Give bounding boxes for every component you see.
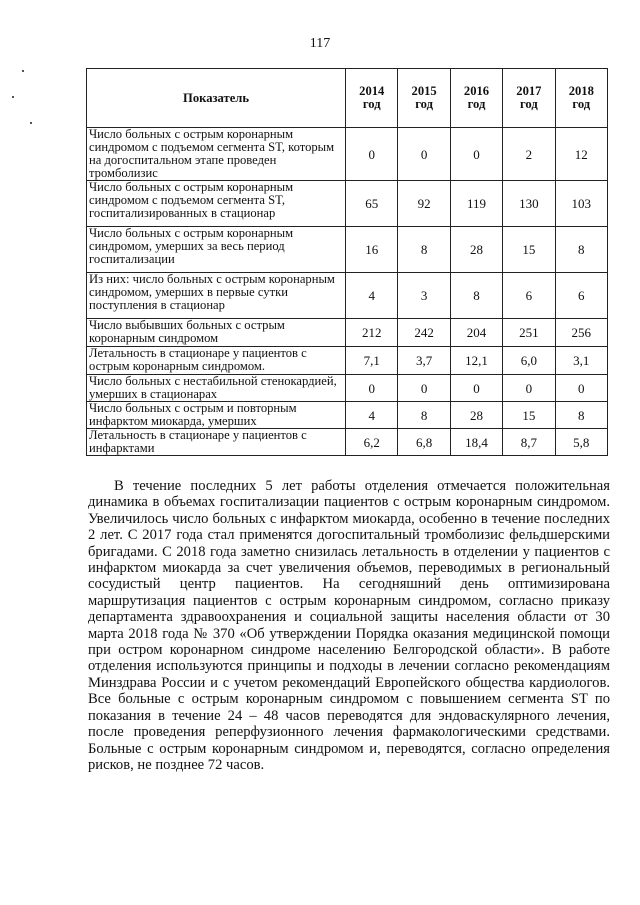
header-year-unit: год [520,97,538,111]
table-row [87,429,608,456]
table-body [87,128,608,456]
cell-value: 12,1 [450,347,502,375]
row-label: Число больных с острым и повторным инфарктом миокарда, умерших [87,402,346,429]
cell-value: 0 [503,375,555,402]
header-year-2018 [555,69,607,128]
cell-value: 5,8 [555,429,607,456]
row-label: Число выбывших больных с острым коронарным синдромом [87,319,346,347]
cell-value: 3,1 [555,347,607,375]
header-year-unit: год [362,97,381,111]
cell-value: 12 [555,128,607,181]
table-row [87,402,608,429]
header-year-value: 2016 [463,84,490,98]
header-row [87,69,608,128]
scan-speck [12,96,14,98]
cell-value: 8 [555,402,607,429]
cell-value: 0 [555,375,607,402]
header-year-2017 [503,69,555,128]
row-label: Летальность в стационаре у пациентов с инфарктами [87,429,346,456]
cell-value: 103 [555,181,607,227]
cell-value: 18,4 [450,429,502,456]
page-number: 117 [309,36,331,51]
header-year-unit: год [467,97,486,111]
cell-value: 0 [450,128,502,181]
cell-value: 0 [450,375,502,402]
table-row [87,347,608,375]
cell-value: 212 [346,319,398,347]
cell-value: 242 [398,319,450,347]
cell-value: 130 [503,181,555,227]
cell-value: 8 [450,273,502,319]
row-label: Число больных с острым коронарным синдромом с подъемом сегмента ST, которым на догоспитальном этапе проведен тромболизис [87,128,346,181]
row-label: Число больных с нестабильной стенокардией, умерших в стационарах [87,375,346,402]
table-row [87,128,608,181]
cell-value: 6,8 [398,429,450,456]
cell-value: 6,2 [346,429,398,456]
cell-value: 28 [450,227,502,273]
cell-value: 256 [555,319,607,347]
cell-value: 3 [398,273,450,319]
header-year-unit: год [415,97,433,111]
header-year-2016 [450,69,502,128]
cell-value: 251 [503,319,555,347]
table-row [87,273,608,319]
header-year-unit: год [572,97,591,111]
cell-value: 15 [503,227,555,273]
cell-value: 8,7 [503,429,555,456]
cell-value: 8 [555,227,607,273]
table-row [87,375,608,402]
cell-value: 65 [346,181,398,227]
body-paragraph: В течение последних 5 лет работы отделения отмечается положительная динамика в объемах госпитализации пациентов с острым коронарным синдромом. Увеличилось число больных с инфарктом миокарда, особенно в течение последних 2 лет. С 2017 года стал применятся догоспитальный тромболизис фельдшерскими бригадами. С 2018 года заметно снизилась летальность в отделении у пациентов с инфарктом миокарда за счет увеличения объемов, переводимых в региональный сосудистый центр пациентов. На сегодняшний день оптимизирована маршрутизация пациентов с острым коронарным синдромом, согласно приказу департамента здравоохранения и социальной защиты населения области от 30 марта 2018 года № 370 «Об утверждении Порядка оказания медицинской помощи при остром коронарном синдроме населению Белгородской области». В работе отделения используются принципы и подходы в лечении согласно рекомендациям Минздрава России и с учетом рекомендаций Европейского общества кардиологов. Все больные с острым коронарным синдромом с повышением сегмента ST по показания в течение 24 – 48 часов переводятся для эндоваскулярного лечения, после проведения реперфузионного лечения фармакологическими средствами. Больные с острым коронарным синдромом и, переводятся, согласно определения рисков, не позднее 72 часов. [88,478,610,773]
cell-value: 92 [398,181,450,227]
cell-value: 6,0 [503,347,555,375]
cell-value: 6 [503,273,555,319]
row-label: Число больных с острым коронарным синдромом с подъемом сегмента ST, госпитализированных в стационар [87,181,346,227]
row-label: Летальность в стационаре у пациентов с острым коронарным синдромом. [87,347,346,375]
cell-value: 28 [450,402,502,429]
cell-value: 3,7 [398,347,450,375]
header-year-2014 [346,69,398,128]
cell-value: 0 [346,375,398,402]
cell-value: 7,1 [346,347,398,375]
cell-value: 8 [398,227,450,273]
cell-value: 2 [503,128,555,181]
scan-speck [30,122,32,124]
header-year-2015 [398,69,450,128]
header-year-value: 2017 [516,84,542,98]
cell-value: 0 [398,128,450,181]
scan-speck [22,70,24,72]
cell-value: 6 [555,273,607,319]
table-row [87,227,608,273]
row-label: Из них: число больных с острым коронарным синдромом, умерших в первые сутки поступления в стационар [87,273,346,319]
cell-value: 119 [450,181,502,227]
cell-value: 8 [398,402,450,429]
cell-value: 4 [346,402,398,429]
header-year-value: 2018 [568,84,594,98]
statistics-table [86,68,608,456]
cell-value: 16 [346,227,398,273]
cell-value: 204 [450,319,502,347]
cell-value: 0 [398,375,450,402]
header-year-value: 2014 [359,84,385,98]
cell-value: 4 [346,273,398,319]
table-header [87,69,608,128]
cell-value: 0 [346,128,398,181]
table-row [87,319,608,347]
header-indicator: Показатель [87,69,346,128]
row-label: Число больных с острым коронарным синдромом, умерших за весь период госпитализации [87,227,346,273]
header-year-value: 2015 [411,84,437,98]
table-row [87,181,608,227]
cell-value: 15 [503,402,555,429]
